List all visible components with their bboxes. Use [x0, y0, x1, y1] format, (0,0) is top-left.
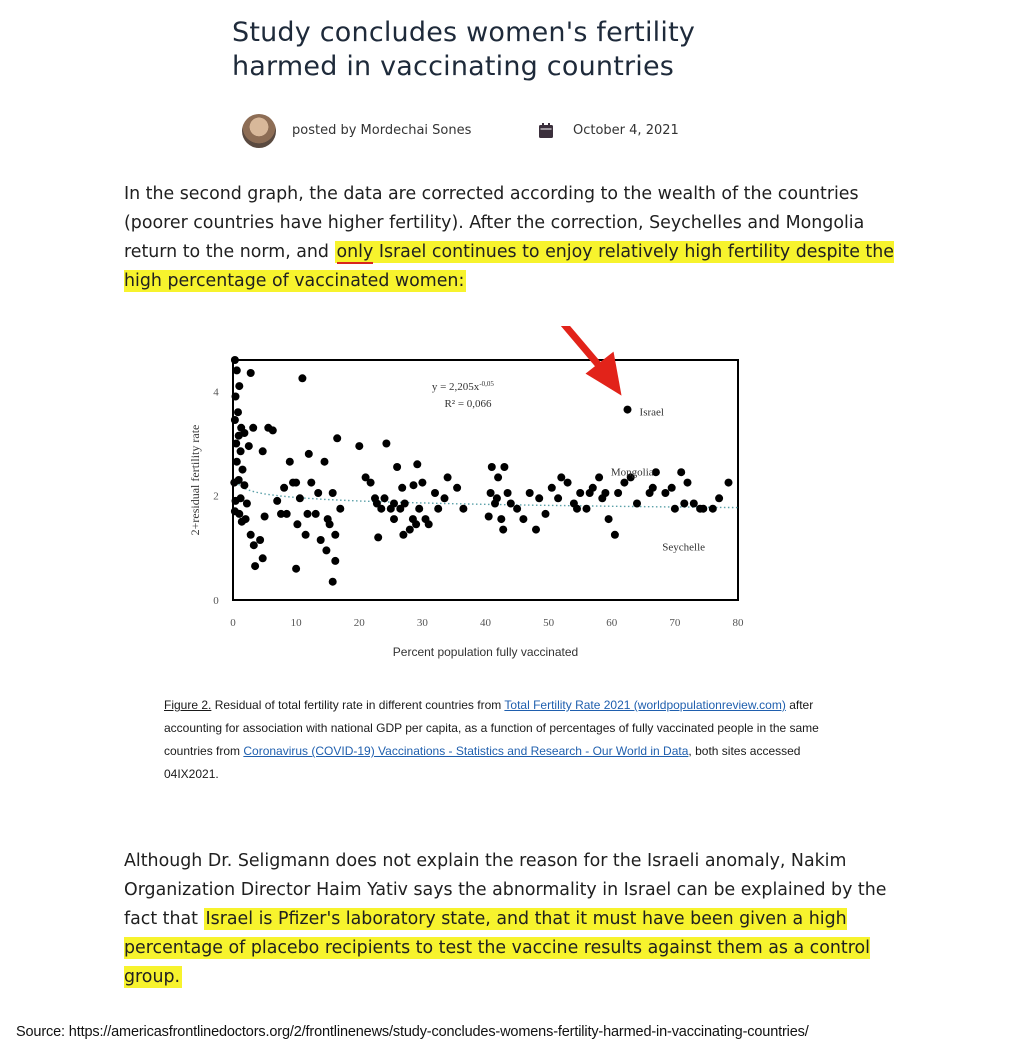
data-point [513, 505, 521, 513]
data-point [542, 510, 550, 518]
data-point [381, 494, 389, 502]
scatter-chart [186, 326, 766, 666]
data-point [709, 505, 717, 513]
highlighted-claim: Israel is Pfizer's laboratory state, and that it must have been given a high percentage of placebo recipients to test the vaccine results against them as a control group. [124, 909, 870, 987]
data-point [671, 505, 679, 513]
y-tick-label: 4 [213, 386, 219, 399]
y-tick-label: 2 [213, 490, 219, 503]
article-title [232, 16, 852, 84]
data-point [431, 489, 439, 497]
data-point [237, 447, 245, 455]
data-point [243, 500, 251, 508]
data-point [283, 510, 291, 518]
caption-text-2: after accounting for association with national GDP per capita, as a function of percentages of fully vaccinated people in the same countries from [164, 698, 819, 758]
data-point [413, 460, 421, 468]
caption-text-1: Residual of total fertility rate in different countries from [211, 698, 505, 712]
data-point [302, 531, 310, 539]
data-point [280, 484, 288, 492]
data-point [247, 531, 255, 539]
data-point [453, 484, 461, 492]
data-point [668, 484, 676, 492]
data-point [624, 406, 632, 414]
data-point [293, 520, 301, 528]
data-point [331, 557, 339, 565]
data-point [499, 526, 507, 534]
title-line-2: harmed in vaccinating countries [232, 51, 675, 82]
data-point [519, 515, 527, 523]
data-point [412, 520, 420, 528]
data-point [321, 458, 329, 466]
data-point [605, 515, 613, 523]
x-tick-label: 80 [732, 617, 744, 629]
data-point [507, 500, 515, 508]
data-point [393, 463, 401, 471]
data-point [245, 442, 253, 450]
data-point [494, 473, 502, 481]
data-point [497, 515, 505, 523]
x-tick-label: 30 [416, 617, 428, 629]
data-point [232, 440, 240, 448]
caption-text-3: , both sites accessed 04IX2021. [164, 744, 801, 781]
data-point [298, 374, 306, 382]
data-point [238, 518, 246, 526]
data-point [576, 489, 584, 497]
data-point [485, 513, 493, 521]
closing-paragraph [124, 847, 904, 992]
x-tick-label: 50 [543, 617, 555, 629]
data-point [259, 447, 267, 455]
data-point [620, 479, 628, 487]
data-point [725, 479, 733, 487]
figure-caption [164, 694, 844, 786]
post-meta [242, 114, 762, 154]
data-point [441, 494, 449, 502]
data-point [487, 489, 495, 497]
data-point [239, 466, 247, 474]
data-point [677, 468, 685, 476]
data-point [296, 494, 304, 502]
closing-text: Although Dr. Seligmann does not explain the reason for the Israeli anomaly, Nakim Organization Director Haim Yativ says the abnormality in Israel can be explained by the fact that [124, 851, 887, 929]
post-date: October 4, 2021 [573, 123, 679, 138]
author-avatar[interactable] [242, 114, 276, 148]
data-point [249, 424, 257, 432]
data-point [307, 479, 315, 487]
data-point [261, 513, 269, 521]
x-tick-label: 70 [669, 617, 681, 629]
data-point [355, 442, 363, 450]
data-point [459, 505, 467, 513]
data-point [235, 382, 243, 390]
data-point [367, 479, 375, 487]
data-point [422, 515, 430, 523]
data-point [573, 505, 581, 513]
intro-paragraph [124, 180, 904, 296]
data-point [326, 520, 334, 528]
data-point [611, 531, 619, 539]
data-point [406, 526, 414, 534]
source-line[interactable]: Source: https://americasfrontlinedoctors.org/2/frontlinenews/study-concludes-womens-fertility-harmed-in-vaccinating-countries/ [16, 1024, 809, 1040]
data-point [401, 500, 409, 508]
data-point [292, 565, 300, 573]
data-point [661, 489, 669, 497]
data-point [237, 494, 245, 502]
data-point [595, 473, 603, 481]
x-axis-label: Percent population fully vaccinated [392, 645, 579, 659]
data-point [234, 408, 242, 416]
data-point [235, 510, 243, 518]
highlighted-rest: Israel continues to enjoy relatively high fertility despite the high percentage of vaccinated women: [124, 242, 894, 291]
data-point [231, 416, 239, 424]
figure-label: Figure 2. [164, 698, 212, 712]
data-point [273, 497, 281, 505]
data-point [532, 526, 540, 534]
data-point [329, 578, 337, 586]
data-point [233, 366, 241, 374]
fertility-rate-link[interactable]: Total Fertility Rate 2021 (worldpopulationreview.com) [504, 698, 786, 712]
intro-text: In the second graph, the data are corrected according to the wealth of the countries (poorer countries have higher fertility). After the correction, Seychelles and Mongolia return to the norm, and [124, 184, 865, 262]
data-point [251, 562, 259, 570]
data-point [434, 505, 442, 513]
data-point [336, 505, 344, 513]
data-point [314, 489, 322, 497]
annotation-mongolia: Mongolia [610, 466, 654, 479]
data-point [259, 554, 267, 562]
annotation-israel: Israel [639, 406, 664, 419]
x-tick-label: 10 [290, 617, 302, 629]
data-point [269, 426, 277, 434]
x-tick-label: 0 [230, 617, 236, 629]
data-point [583, 505, 591, 513]
calendar-icon [539, 123, 553, 138]
y-axis-label: 2+residual fertility rate [188, 424, 202, 536]
data-point [488, 463, 496, 471]
data-point [322, 546, 330, 554]
data-point [399, 531, 407, 539]
data-point [286, 458, 294, 466]
data-point [418, 479, 426, 487]
data-point [633, 500, 641, 508]
data-point [415, 505, 423, 513]
data-point [377, 505, 385, 513]
chart-svg [186, 326, 766, 666]
annotation-seychelle: Seychelle [662, 541, 706, 554]
data-point [500, 463, 508, 471]
data-point [504, 489, 512, 497]
data-point [586, 489, 594, 497]
data-point [684, 479, 692, 487]
y-tick-label: 0 [213, 595, 219, 607]
data-point [493, 494, 501, 502]
data-point [649, 484, 657, 492]
data-point [699, 505, 707, 513]
r-squared-label: R² = 0,066 [444, 398, 492, 410]
data-point [382, 440, 390, 448]
data-point [240, 429, 248, 437]
data-point [292, 479, 300, 487]
data-point [256, 536, 264, 544]
data-point [390, 500, 398, 508]
data-point [333, 434, 341, 442]
x-tick-label: 20 [353, 617, 365, 629]
data-point [304, 510, 312, 518]
data-point [601, 489, 609, 497]
data-point [444, 473, 452, 481]
vaccinations-link[interactable]: Coronavirus (COVID-19) Vaccinations - Statistics and Research - Our World in Data [243, 744, 689, 758]
underlined-word: only [336, 242, 374, 262]
trendline-equation: $y = 2,205x^{-0,05}$ [431, 380, 494, 393]
data-point [240, 481, 248, 489]
data-point [374, 533, 382, 541]
data-point [331, 531, 339, 539]
author-name[interactable]: posted by Mordechai Sones [292, 123, 472, 138]
trendline-exponent: -0,05 [479, 380, 494, 388]
data-point [535, 494, 543, 502]
data-point [231, 356, 239, 364]
data-point [390, 515, 398, 523]
data-point [557, 473, 565, 481]
data-point [232, 393, 240, 401]
data-point [715, 494, 723, 502]
data-point [526, 489, 534, 497]
data-point [564, 479, 572, 487]
data-point [250, 541, 258, 549]
data-point [410, 481, 418, 489]
data-point [690, 500, 698, 508]
data-point [398, 484, 406, 492]
data-point [680, 500, 688, 508]
data-point [548, 484, 556, 492]
data-point [329, 489, 337, 497]
data-point [554, 494, 562, 502]
data-point [305, 450, 313, 458]
data-point [247, 369, 255, 377]
x-tick-label: 40 [480, 617, 491, 629]
data-point [317, 536, 325, 544]
x-tick-label: 60 [606, 617, 618, 629]
data-point [614, 489, 622, 497]
title-line-1: Study concludes women's fertility [232, 17, 696, 48]
data-point [233, 458, 241, 466]
data-point [312, 510, 320, 518]
